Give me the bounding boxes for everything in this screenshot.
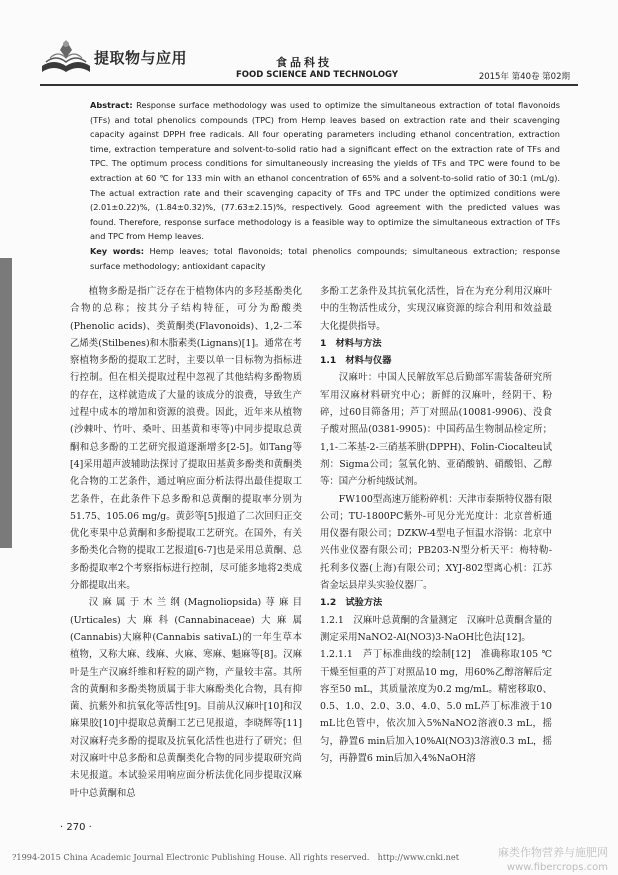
abstract-label: Abstract: xyxy=(90,100,133,110)
subsection-heading: 1.1 材料与仪器 xyxy=(320,355,392,367)
keywords-paragraph xyxy=(90,244,560,273)
body-paragraph: 多酚工艺条件及其抗氧化活性，旨在为充分利用汉麻叶中的生物活性成分，实现汉麻资源的综合利用和效益最大化提供指导。 xyxy=(320,286,552,332)
watermark-title: 麻类作物营养与施肥网 xyxy=(498,846,608,859)
body-paragraph: 汉麻属于木兰纲(Magnoliopsida)荨麻目(Urticales)大麻科(Cannabinaceae)大麻属(Cannabis)大麻种(Cannabis sativaL)的一年生草本植物，又称大麻、线麻、火麻、寒麻、魁麻等[8]。汉麻叶是生产汉麻纤维和籽粒的副产物，产量较丰富。其所含的黄酮和多酚类物质属于非大麻酚类化合物，具有抑菌、抗紫外和抗氧化等活性[9]。目前从汉麻叶[10]和汉麻果胶[10]中提取总黄酮工艺已见报道，李晓辉等[11]对汉麻籽壳多酚的提取及抗氧化活性也进行了研究；但对汉麻叶中总多酚和总黄酮类化合物的同步提取研究尚未见报道。本试验采用响应面分析法优化同步提取汉麻叶中总黄酮和总 xyxy=(70,597,302,799)
journal-title-cn: 食品科技 xyxy=(276,56,332,69)
watermark xyxy=(498,844,608,873)
margin-tab xyxy=(0,258,12,548)
abstract-text: Response surface methodology was used to optimize the simultaneous extraction of total flavonoids (TFs) and total phenolics compounds (TPC) from Hemp leaves based on extraction rate and their scavenging capacity against DPPH free radicals. All four operating parameters including ethanol concentration, extraction time, extraction temperature and solvent-to-solid ratio had a significant effect on the extraction rate of TFs and TPC. The optimum process conditions for simultaneously increasing the yields of TFs and TPC were found to be extraction at 60 ℃ for 133 min with an ethanol concentration of 65% and a solvent-to-solid ratio of 30:1 (mL/g). The actual extraction rate and their scavenging capacity of TFs and TPC under the optimized conditions were (2.01±0.22)%, (1.84±0.32)%, (77.63±2.15)%, respectively. Good agreement with the predicted values was found. Therefore, response surface methodology is a feasible way to optimize the simultaneous extraction of TFs and TPC from Hemp leaves. xyxy=(90,100,560,242)
subsection-heading: 1.2 试验方法 xyxy=(320,597,383,609)
watermark-url: www.fibercrops.com xyxy=(506,862,608,873)
page-header xyxy=(0,0,618,92)
method-paragraph: 1.2.1.1 芦丁标准曲线的绘制[12] 准确称取105 ℃干燥至恒重的芦丁对照品10 mg，用60%乙醇溶解后定容至50 mL，其质量浓度为0.2 mg/mL。精密移取0、0.5、1.0、2.0、3.0、4.0、5.0 mL芦丁标准液于10 mL比色管中，依次加入5%NaNO2溶液0.3 mL，摇匀，静置6 min后加入10%Al(NO3)3溶液0.3 mL，摇匀，再静置6 min后加入4%NaOH溶 xyxy=(320,649,552,765)
keywords-label: Key words: xyxy=(90,245,145,256)
abstract-block xyxy=(90,98,560,273)
instruments-paragraph: FW100型高速万能粉碎机：天津市泰斯特仪器有限公司；TU-1800PC紫外-可见分光光度计：北京普析通用仪器有限公司；DZKW-4型电子恒温水浴锅：北京中兴伟业仪器有限公司；PB203-N型分析天平：梅特勒-托利多仪器(上海)有限公司；XYJ-802型离心机：江苏省金坛县岸头实验仪器厂。 xyxy=(320,493,552,592)
section-heading: 1 材料与方法 xyxy=(320,337,382,349)
abstract-paragraph xyxy=(90,98,560,244)
materials-paragraph: 汉麻叶：中国人民解放军总后勤部军需装备研究所军用汉麻材料研究中心；新鲜的汉麻叶，经阴干、粉碎，过60目筛备用；芦丁对照品(10081-9906)、没食子酸对照品(0381-9905)：中国药品生物制品检定所；1,1-二苯基-2-三硝基苯肼(DPPH)、Folin-Ciocalteu试剂：Sigma公司；氢氧化钠、亚硝酸钠、硝酸铝、乙醇等：国产分析纯级试剂。 xyxy=(320,372,552,488)
logo-text: 提取物与应用 xyxy=(94,49,188,67)
method-paragraph: 1.2.1 汉麻叶总黄酮的含量测定 汉麻叶总黄酮含量的测定采用NaNO2-Al(NO3)3-NaOH比色法[12]。 xyxy=(320,614,552,643)
page-footer xyxy=(0,844,618,875)
body-paragraph: 植物多酚是指广泛存在于植物体内的多羟基酚类化合物的总称；按其分子结构特征，可分为酚酸类(Phenolic acids)、类黄酮类(Flavonoids)、1,2-二苯乙烯类(Stilbenes)和木脂素类(Lignans)[1]。通常在考察植物多酚的提取工艺时，主要以单一目标物为指标进行控制。但在相关提取过程中忽视了其他结构多酚物质的存在，这样就造成了大量的该成分的浪费，导致生产过程中成本的增加和资源的浪费。因此，近年来从植物(沙棘叶、竹叶、桑叶、田基黄和枣等)中同步提取总黄酮和总多酚的工艺研究报道逐渐增多[2-5]。如Tang等[4]采用超声波辅助法探讨了提取田基黄多酚类和黄酮类化合物的工艺条件，通过响应面分析法得出最佳提取工艺条件，在此条件下总多酚和总黄酮的提取率分别为51.75、105.06 mg/g。黄彭等[5]报道了二次回归正交优化枣果中总黄酮和多酚提取工艺研究。在国外，有关多酚类化合物的提取工艺报道[6-7]也是采用总黄酮、总多酚提取率2个考察指标进行控制，尽可能多地将2类成分都提取出来。 xyxy=(70,286,302,592)
right-column xyxy=(320,283,552,767)
issue-info: 2015年 第40卷 第02期 xyxy=(478,72,570,82)
header-rule xyxy=(40,84,578,86)
copyright-notice: ?1994-2015 China Academic Journal Electronic Publishing House. All rights reserved. http://www.cnki.net xyxy=(12,852,460,862)
page-number: · 270 · xyxy=(60,822,92,833)
left-column xyxy=(70,283,302,802)
journal-title-en: FOOD SCIENCE AND TECHNOLOGY xyxy=(236,70,399,80)
open-book-icon xyxy=(40,36,92,76)
journal-logo xyxy=(40,34,210,78)
keywords-text: Hemp leaves; total flavonoids; total phenolics compounds; simultaneous extraction; response surface methodology; antioxidant capacity xyxy=(90,245,560,271)
